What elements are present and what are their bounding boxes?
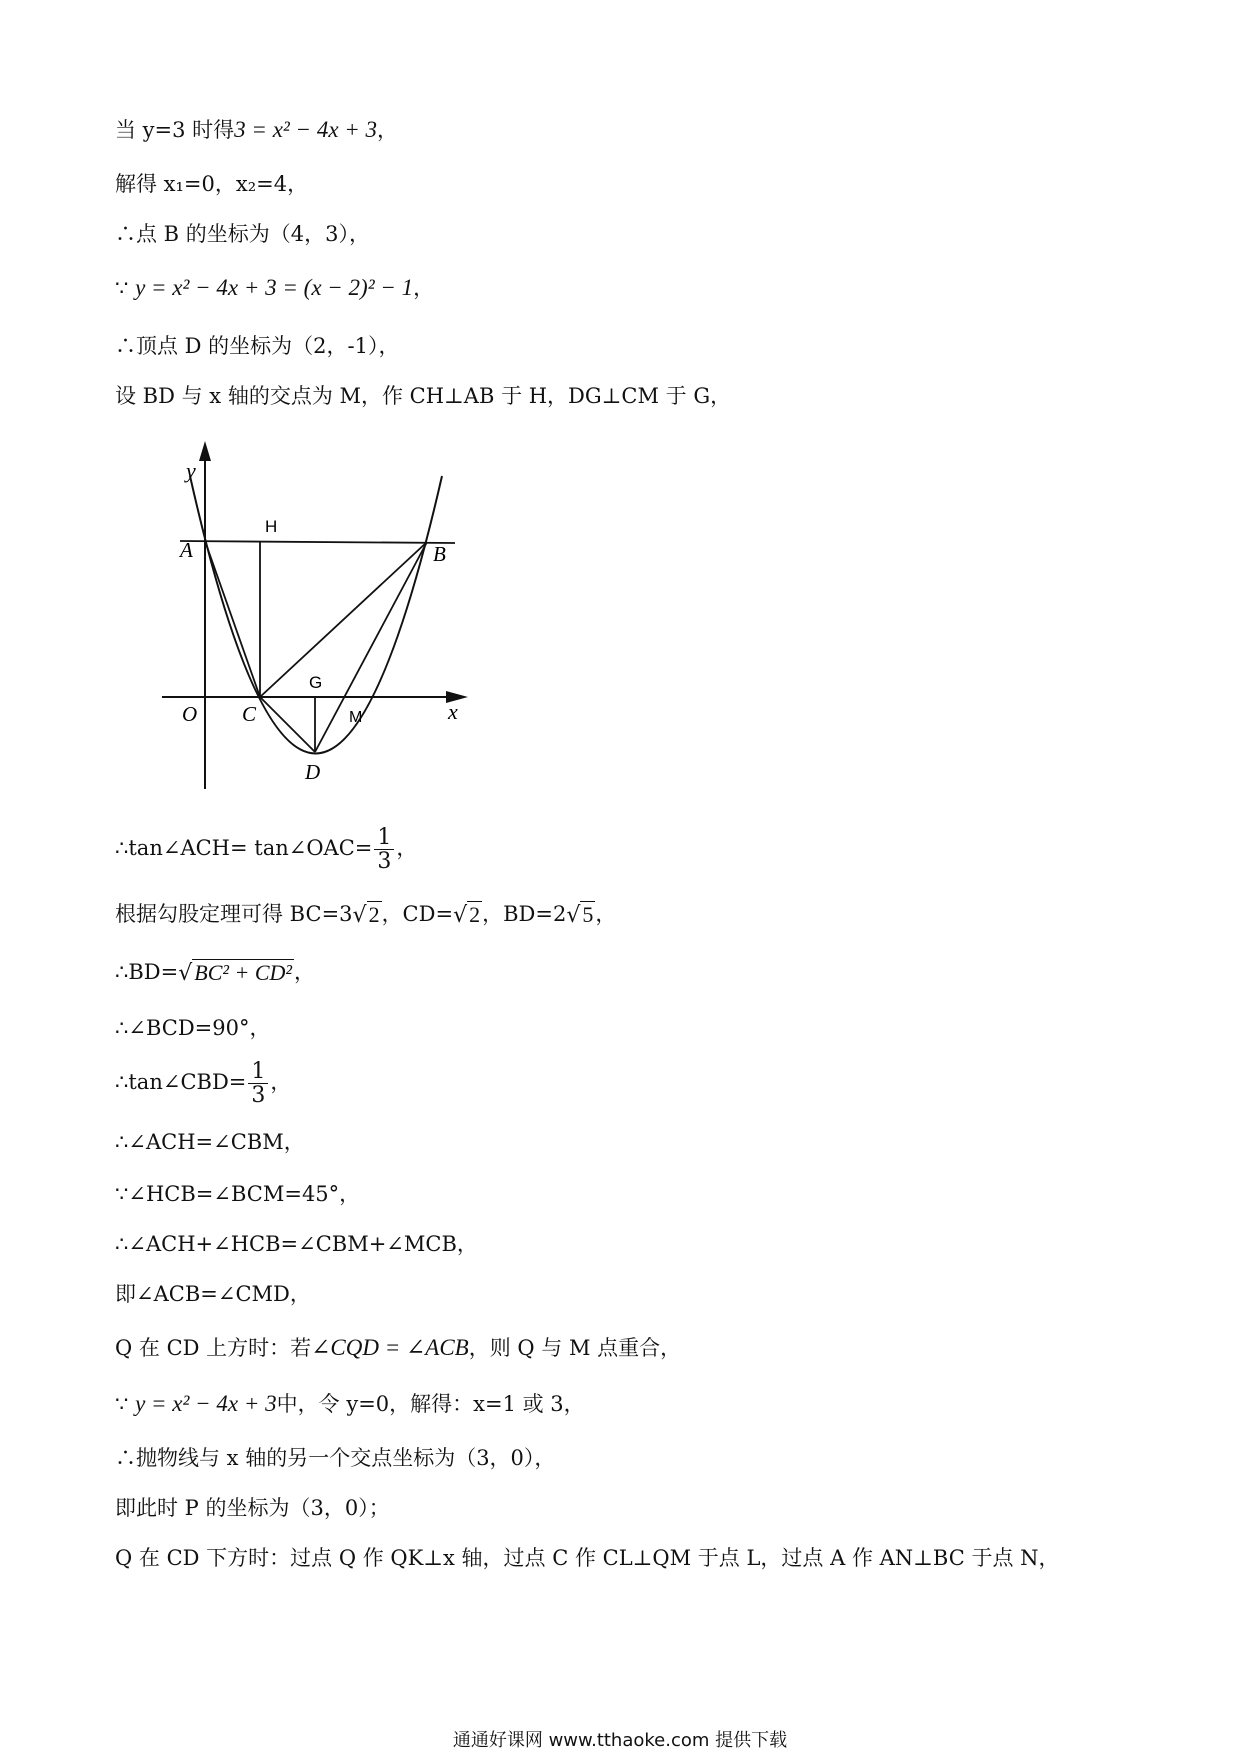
text-line-6: 设 BD 与 x 轴的交点为 M，作 CH⊥AB 于 H，DG⊥CM 于 G， — [115, 384, 732, 408]
fraction-denominator: 3 — [377, 849, 392, 875]
radicand: 2 — [368, 902, 380, 927]
label-d: D — [305, 760, 321, 784]
segment-cd — [260, 697, 315, 752]
line-16-equation: ∠CQD = ∠ACB — [311, 1335, 469, 1360]
text-line-14: ∴∠ACH+∠HCB=∠CBM+∠MCB， — [115, 1232, 478, 1256]
line-1-punct: ， — [377, 118, 399, 142]
line-4-punct: ， — [413, 276, 435, 300]
line-16-text: Q 在 CD 上方时：若 — [115, 1336, 312, 1360]
text-line-4 — [115, 274, 434, 302]
line-17-because: ∵ — [115, 1392, 129, 1416]
text-line-5: ∴顶点 D 的坐标为（2，-1）， — [115, 334, 400, 358]
line-ab — [180, 541, 455, 543]
label-b: B — [433, 542, 446, 566]
line-8-mid-1: ，CD= — [381, 902, 454, 927]
text-line-12: ∴∠ACH=∠CBM， — [115, 1130, 305, 1154]
fraction-one-third — [374, 826, 394, 873]
fraction-denominator: 3 — [251, 1083, 266, 1109]
parabola-curve — [190, 476, 442, 754]
sqrt-2-a: √2 — [352, 902, 380, 928]
text-line-18: ∴抛物线与 x 轴的另一个交点坐标为（3，0）， — [115, 1446, 556, 1470]
text-line-19: 即此时 P 的坐标为（3，0）； — [115, 1496, 390, 1520]
text-line-15: 即∠ACB=∠CMD， — [115, 1282, 311, 1306]
text-line-7 — [115, 826, 417, 873]
parabola-figure — [150, 436, 480, 796]
line-17-equation: y = x² − 4x + 3 — [135, 1391, 277, 1416]
text-line-17 — [115, 1390, 585, 1418]
text-line-3: ∴点 B 的坐标为（4，3）， — [115, 222, 371, 246]
line-11-punct: ， — [270, 1070, 292, 1095]
line-9-punct: ， — [293, 960, 315, 985]
text-line-9 — [115, 960, 315, 987]
y-axis-arrow — [199, 441, 211, 461]
text-line-2: 解得 x₁=0，x₂=4， — [115, 172, 309, 196]
segment-cb — [260, 542, 427, 697]
line-1-text: 当 y=3 时得 — [115, 118, 235, 142]
line-4-because: ∵ — [115, 276, 129, 300]
sqrt-2-b: √2 — [453, 902, 481, 928]
line-11-text: ∴tan∠CBD= — [115, 1070, 247, 1095]
text-line-13: ∵∠HCB=∠BCM=45°， — [115, 1182, 361, 1206]
fraction-numerator: 1 — [374, 826, 394, 850]
text-line-10: ∴∠BCD=90°， — [115, 1016, 271, 1040]
text-line-11 — [115, 1060, 291, 1107]
label-x: x — [448, 699, 458, 724]
line-7-punct: ， — [396, 836, 418, 861]
line-8-text: 根据勾股定理可得 BC=3 — [115, 902, 353, 927]
label-h: H — [265, 517, 278, 536]
radicand: 5 — [582, 902, 594, 927]
line-1-equation: 3 = x² − 4x + 3 — [234, 117, 378, 142]
line-17-rest: 中，令 y=0，解得：x=1 或 3， — [276, 1392, 585, 1416]
line-4-equation: y = x² − 4x + 3 = (x − 2)² − 1 — [135, 275, 414, 300]
text-line-20: Q 在 CD 下方时：过点 Q 作 QK⊥x 轴，过点 C 作 CL⊥QM 于点 L，过点 A 作 AN⊥BC 于点 N， — [115, 1546, 1060, 1570]
radicand: BC² + CD² — [194, 960, 292, 985]
label-o: O — [182, 702, 198, 726]
segment-bd — [315, 542, 427, 752]
fraction-one-third-2 — [248, 1060, 268, 1107]
line-8-mid-2: ，BD=2 — [482, 902, 567, 927]
sqrt-bc-cd: √BC² + CD² — [178, 960, 292, 986]
sqrt-5: √5 — [566, 902, 594, 928]
radicand: 2 — [469, 902, 481, 927]
line-16-rest: ，则 Q 与 M 点重合， — [468, 1336, 682, 1360]
label-a: A — [180, 538, 193, 562]
label-c: C — [242, 702, 257, 726]
segment-ac — [205, 541, 260, 697]
text-line-8 — [115, 902, 616, 929]
label-m: M — [349, 709, 363, 726]
text-line-16 — [115, 1334, 681, 1362]
line-9-text: ∴BD= — [115, 960, 179, 985]
text-line-1 — [115, 116, 398, 144]
line-8-punct: ， — [595, 902, 617, 927]
label-g: G — [309, 673, 323, 692]
page-footer: 通通好课网 www.tthaoke.com 提供下载 — [452, 1730, 788, 1751]
label-y: y — [186, 458, 196, 483]
fraction-numerator: 1 — [248, 1060, 268, 1084]
line-7-text: ∴tan∠ACH= tan∠OAC= — [115, 836, 373, 861]
